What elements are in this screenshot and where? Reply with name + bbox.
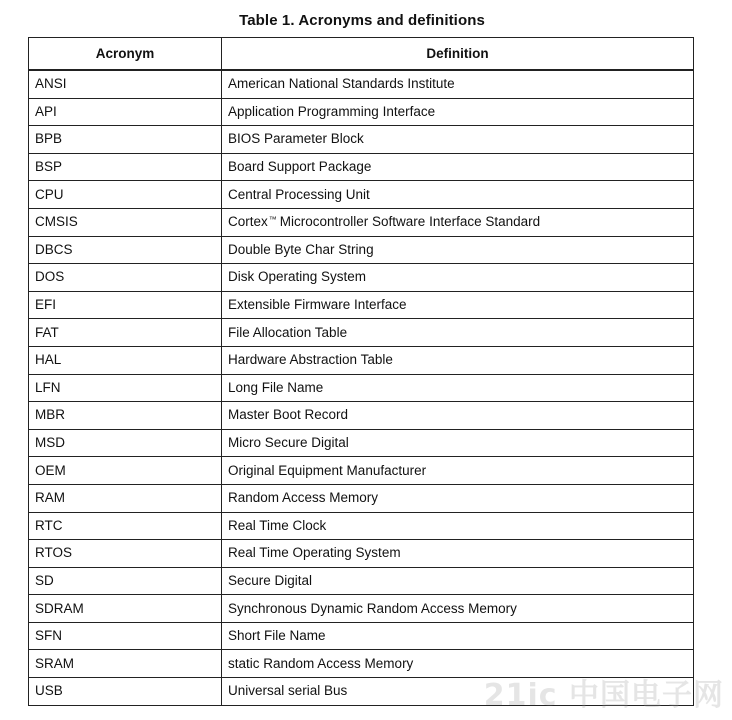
acronym-cell: MSD <box>29 429 222 457</box>
acronym-cell: CPU <box>29 181 222 209</box>
table-row <box>29 595 694 623</box>
acronym-cell: FAT <box>29 319 222 347</box>
column-header-definition: Definition <box>222 38 694 71</box>
definition-cell: static Random Access Memory <box>222 650 694 678</box>
acronym-cell: RTOS <box>29 540 222 568</box>
acronym-cell: EFI <box>29 291 222 319</box>
acronym-cell: SRAM <box>29 650 222 678</box>
table-row <box>29 622 694 650</box>
acronym-cell: ANSI <box>29 70 222 98</box>
table-row <box>29 181 694 209</box>
table-caption: Table 1. Acronyms and definitions <box>239 12 485 29</box>
definition-cell: Real Time Clock <box>222 512 694 540</box>
acronym-cell: SD <box>29 567 222 595</box>
acronyms-table <box>28 37 694 706</box>
definition-cell: Master Boot Record <box>222 402 694 430</box>
table-body <box>29 70 694 705</box>
table-row <box>29 126 694 154</box>
table-row <box>29 402 694 430</box>
definition-cell: Short File Name <box>222 622 694 650</box>
definition-cell: Micro Secure Digital <box>222 429 694 457</box>
table-row <box>29 236 694 264</box>
acronym-cell: DBCS <box>29 236 222 264</box>
definition-cell: Hardware Abstraction Table <box>222 346 694 374</box>
table-row <box>29 153 694 181</box>
table-row <box>29 291 694 319</box>
table-row <box>29 208 694 236</box>
table-row <box>29 429 694 457</box>
definition-cell: Real Time Operating System <box>222 540 694 568</box>
site-watermark: 21ic 中国电子网 <box>483 678 724 713</box>
table-row <box>29 98 694 126</box>
acronym-cell: BPB <box>29 126 222 154</box>
acronym-cell: RTC <box>29 512 222 540</box>
definition-cell: Board Support Package <box>222 153 694 181</box>
acronym-cell: LFN <box>29 374 222 402</box>
column-header-acronym: Acronym <box>29 38 222 71</box>
acronym-cell: API <box>29 98 222 126</box>
definition-cell: Universal serial Bus <box>222 678 694 706</box>
definition-cell: Disk Operating System <box>222 264 694 292</box>
definition-cell: File Allocation Table <box>222 319 694 347</box>
definition-cell: Original Equipment Manufacturer <box>222 457 694 485</box>
definition-cell: BIOS Parameter Block <box>222 126 694 154</box>
definition-cell: Application Programming Interface <box>222 98 694 126</box>
table-row <box>29 70 694 98</box>
definition-text: Cortex <box>228 214 268 230</box>
definition-cell: American National Standards Institute <box>222 70 694 98</box>
definition-cell: Central Processing Unit <box>222 181 694 209</box>
table-row <box>29 484 694 512</box>
definition-text-rest: Microcontroller Software Interface Standard <box>279 214 541 230</box>
table-row <box>29 540 694 568</box>
acronym-cell: SDRAM <box>29 595 222 623</box>
table-row <box>29 374 694 402</box>
acronym-cell: MBR <box>29 402 222 430</box>
acronym-cell: OEM <box>29 457 222 485</box>
acronym-cell: SFN <box>29 622 222 650</box>
acronym-cell: CMSIS <box>29 208 222 236</box>
acronym-cell: HAL <box>29 346 222 374</box>
definition-cell: Random Access Memory <box>222 484 694 512</box>
acronym-cell: USB <box>29 678 222 706</box>
table-row <box>29 512 694 540</box>
acronym-cell: RAM <box>29 484 222 512</box>
definition-cell: Long File Name <box>222 374 694 402</box>
table-row <box>29 457 694 485</box>
acronym-cell: DOS <box>29 264 222 292</box>
table-row <box>29 346 694 374</box>
definition-cell: Double Byte Char String <box>222 236 694 264</box>
acronym-cell: BSP <box>29 153 222 181</box>
table-row <box>29 264 694 292</box>
table-row <box>29 319 694 347</box>
table-row <box>29 567 694 595</box>
table-header-row <box>29 38 694 71</box>
definition-cell: Extensible Firmware Interface <box>222 291 694 319</box>
definition-cell <box>222 208 694 236</box>
definition-cell: Synchronous Dynamic Random Access Memory <box>222 595 694 623</box>
definition-cell: Secure Digital <box>222 567 694 595</box>
trademark-mark: ™ <box>268 215 277 225</box>
